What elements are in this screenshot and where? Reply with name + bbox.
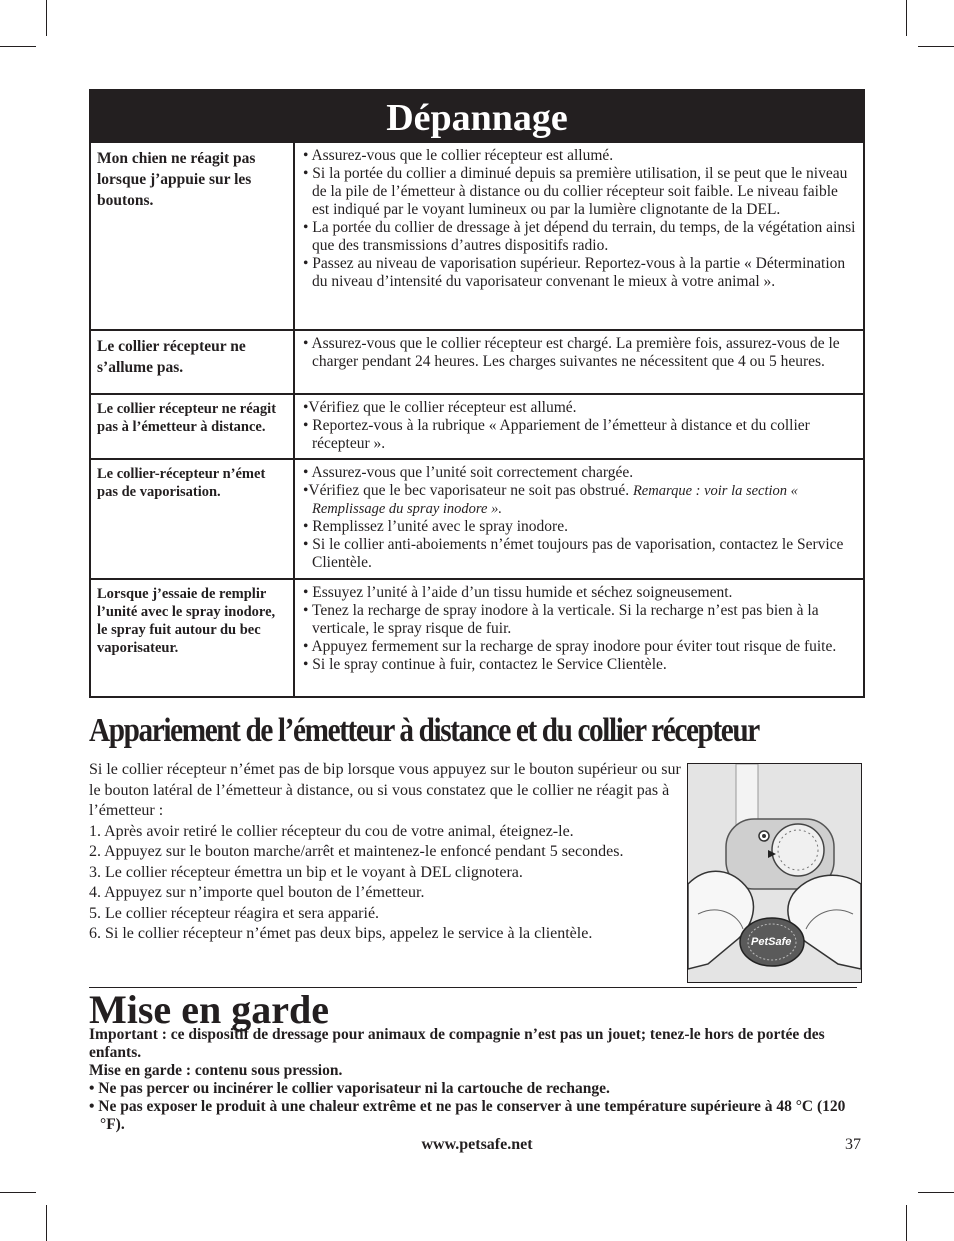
solution-item: • Assurez-vous que le collier récepteur est chargé. La première fois, assurez-vous de le charger pendant 24 heures. Les charges suivantes ne nécessitent que 4 ou 5 heures. (303, 335, 840, 370)
solution-cell (295, 395, 863, 458)
crop-mark (46, 1205, 47, 1241)
warning-bullet: • Ne pas exposer le produit à une chaleur extrême et ne pas le conserver à une température supérieure à 48 °C (120 °F). (89, 1098, 846, 1133)
crop-mark (0, 1192, 36, 1193)
crop-mark (0, 46, 36, 47)
solution-item: • Tenez la recharge de spray inodore à la verticale. Si la recharge n’est pas bien à la verticale, le spray risque de fuir. (303, 602, 819, 637)
collar-photo (687, 763, 862, 983)
pairing-title: Appariement de l’émetteur à distance et du collier récepteur (89, 712, 759, 749)
solution-cell (295, 331, 863, 393)
footer-website: www.petsafe.net (421, 1136, 533, 1153)
solution-cell (295, 143, 863, 329)
table-row (91, 578, 863, 696)
table-row (91, 329, 863, 393)
solution-note: Remarque : voir la section « Remplissage du spray inodore ». (312, 483, 798, 517)
crop-mark (906, 1205, 907, 1241)
problem-cell: Le collier-récepteur n’émet pas de vaporisation. (91, 460, 295, 578)
problem-cell: Mon chien ne réagit pas lorsque j’appuie sur les boutons. (91, 143, 295, 329)
solution-item (303, 482, 857, 518)
crop-mark (906, 0, 907, 36)
pairing-step: 6. Si le collier récepteur n’émet pas deux bips, appelez le service à la clientèle. (89, 925, 593, 942)
solution-item: • Si le collier anti-aboiements n’émet toujours pas de vaporisation, contactez le Service Clientèle. (303, 536, 844, 571)
solution-item: •Vérifiez que le collier récepteur est allumé. (303, 399, 577, 416)
pairing-intro: Si le collier récepteur n’émet pas de bip lorsque vous appuyez sur le bouton supérieur ou sur le bouton latéral de l’émetteur à distance, ou si vous constatez que le collier ne réagit pas à l’émetteur : (89, 761, 681, 819)
pairing-step: 4. Appuyez sur n’importe quel bouton de l’émetteur. (89, 884, 425, 901)
solution-item: • Essuyez l’unité à l’aide d’un tissu humide et séchez soigneusement. (303, 584, 733, 601)
solution-item: • Si la portée du collier a diminué depuis sa première utilisation, il se peut que le niveau de la pile de l’émetteur à distance ou du collier récepteur soit faible. Le niveau faible est indiqué par le voyant lumineux ou par la lumière clignotante de la DEL. (303, 165, 848, 218)
solution-item: • Assurez-vous que l’unité soit correctement chargée. (303, 464, 634, 481)
table-row (91, 458, 863, 578)
problem-cell: Le collier récepteur ne réagit pas à l’émetteur à distance. (91, 395, 295, 458)
problem-cell: Le collier récepteur ne s’allume pas. (91, 331, 295, 393)
solution-text: •Vérifiez que le bec vaporisateur ne soit pas obstrué. (303, 482, 630, 499)
pairing-step: 3. Le collier récepteur émettra un bip et le voyant à DEL clignotera. (89, 863, 523, 881)
warning-bullet: • Ne pas percer ou incinérer le collier vaporisateur ni la cartouche de rechange. (89, 1080, 610, 1097)
solution-item: • Reportez-vous à la rubrique « Appariement de l’émetteur à distance et du collier récepteur ». (303, 417, 810, 452)
table-row (91, 143, 863, 329)
warning-pressure: Mise en garde : contenu sous pression. (89, 1062, 343, 1079)
solution-cell (295, 580, 863, 696)
solution-item: • Passez au niveau de vaporisation supérieur. Reportez-vous à la partie « Détermination du niveau d’intensité du vaporisateur convenant le mieux à votre animal ». (303, 255, 846, 290)
solution-item: • Si le spray continue à fuir, contactez le Service Clientèle. (303, 656, 667, 673)
solution-item: • La portée du collier de dressage à jet dépend du terrain, du temps, de la végétation ainsi que des transmissions d’autres dispositifs radio. (303, 219, 856, 254)
crop-mark (918, 46, 954, 47)
pairing-instructions (89, 760, 689, 945)
pairing-step: 1. Après avoir retiré le collier récepteur du cou de votre animal, éteignez-le. (89, 822, 574, 840)
crop-mark (918, 1192, 954, 1193)
hands-holding-collar-illustration (688, 764, 861, 982)
page-number: 37 (845, 1136, 861, 1153)
petsafe-logo: PetSafe (751, 936, 792, 948)
table-row (91, 393, 863, 458)
solution-cell (295, 460, 863, 578)
table-title: Dépannage (91, 91, 863, 143)
warning-text (89, 1026, 865, 1134)
troubleshooting-table (89, 89, 865, 698)
warning-title: Mise en garde (89, 987, 329, 1032)
problem-cell: Lorsque j’essaie de remplir l’unité avec le spray inodore, le spray fuit autour du bec vaporisateur. (91, 580, 295, 696)
pairing-step: 5. Le collier récepteur réagira et sera apparié. (89, 904, 380, 922)
crop-mark (46, 0, 47, 36)
solution-item: • Appuyez fermement sur la recharge de spray inodore pour éviter tout risque de fuite. (303, 638, 837, 655)
pairing-step: 2. Appuyez sur le bouton marche/arrêt et maintenez-le enfoncé pendant 5 secondes. (89, 843, 624, 860)
warning-important: Important : ce dispositif de dressage pour animaux de compagnie n’est pas un jouet; tenez-le hors de portée des enfants. (89, 1026, 825, 1061)
solution-item: • Assurez-vous que le collier récepteur est allumé. (303, 147, 614, 164)
solution-item: • Remplissez l’unité avec le spray inodore. (303, 518, 568, 535)
